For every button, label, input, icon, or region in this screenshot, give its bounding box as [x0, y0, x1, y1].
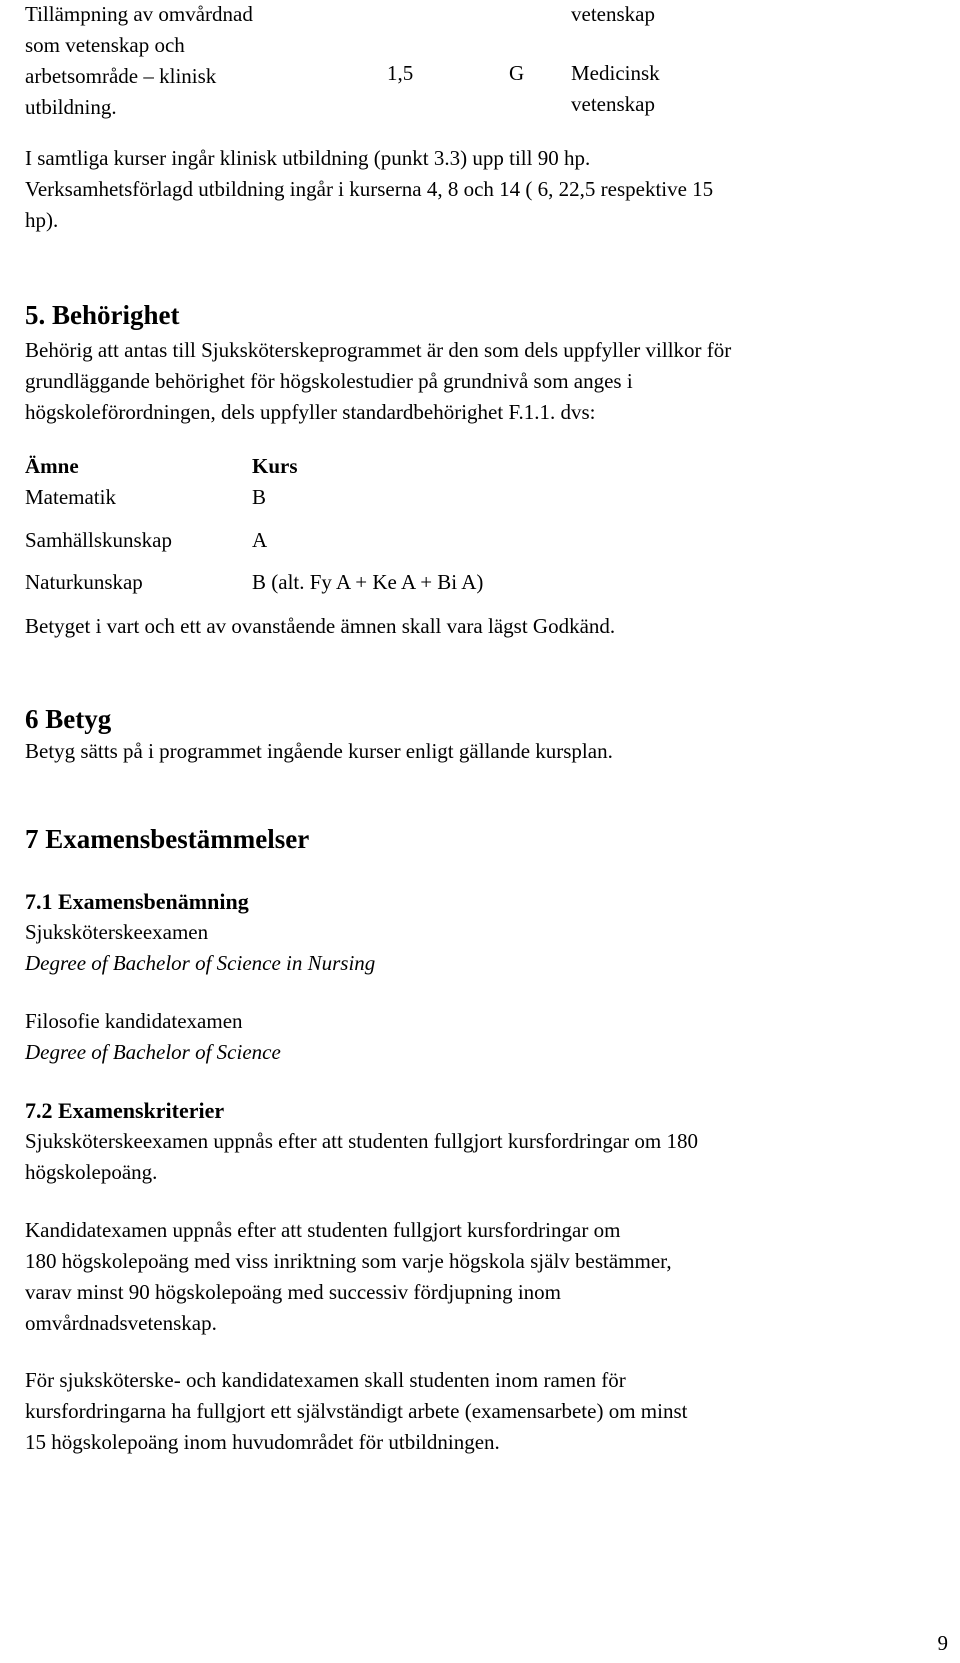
section-6 [25, 703, 935, 736]
criteria-paragraph-3 [25, 1365, 935, 1458]
section-5 [25, 299, 935, 332]
intro-paragraph [25, 143, 935, 236]
course-area-line: vetenskap [571, 92, 655, 116]
subject-table-header [25, 451, 625, 482]
intro-line: hp). [25, 208, 59, 232]
table-row [25, 482, 625, 513]
course-cell: A [252, 528, 268, 552]
criteria-line: varav minst 90 högskolepoäng med successiv fördjupning inom [25, 1280, 562, 1304]
course-name-line: som vetenskap och [25, 33, 185, 57]
subject-cell: Matematik [25, 485, 116, 509]
criteria-line: 15 högskolepoäng inom huvudområdet för utbildningen. [25, 1430, 500, 1454]
subsection-heading: 7.1 Examensbenämning [25, 889, 249, 914]
eligibility-paragraph [25, 335, 935, 428]
page-number: 9 [937, 1631, 948, 1655]
criteria-line: För sjuksköterske- och kandidatexamen skall studenten inom ramen för [25, 1368, 626, 1392]
eligibility-line: grundläggande behörighet för högskolestudier på grundnivå som anges i [25, 369, 633, 393]
subject-cell: Naturkunskap [25, 570, 143, 594]
course-name [25, 0, 345, 123]
course-name-line: arbetsområde – klinisk [25, 64, 217, 88]
course-header: Kurs [252, 454, 298, 478]
eligibility-line: högskoleförordningen, dels uppfyller standardbehörighet F.1.1. dvs: [25, 400, 596, 424]
course-table-row [25, 0, 925, 123]
course-name-line: utbildning. [25, 95, 117, 119]
intro-line: Verksamhetsförlagd utbildning ingår i kurserna 4, 8 och 14 ( 6, 22,5 respektive 15 [25, 177, 714, 201]
table-row [25, 567, 625, 598]
subject-header: Ämne [25, 454, 79, 478]
criteria-line: kursfordringarna ha fullgjort ett självständigt arbete (examensarbete) om minst [25, 1399, 688, 1423]
subsection-7-1 [25, 886, 935, 979]
course-area-line: Medicinsk [571, 61, 660, 85]
criteria-line: högskolepoäng. [25, 1160, 158, 1184]
degree-title: Sjuksköterskeexamen [25, 920, 209, 944]
table-row [25, 525, 625, 556]
grade-note: Betyget i vart och ett av ovanstående ämnen skall vara lägst Godkänd. [25, 614, 616, 638]
section-7 [25, 823, 935, 856]
grading-text: Betyg sätts på i programmet ingående kurser enligt gällande kursplan. [25, 739, 613, 763]
criteria-paragraph-2 [25, 1215, 935, 1339]
course-area-line: vetenskap [571, 2, 655, 26]
degree-2 [25, 1006, 935, 1068]
criteria-line: 180 högskolepoäng med viss inriktning som varje högskola själv bestämmer, [25, 1249, 672, 1273]
subsection-7-2 [25, 1095, 935, 1188]
criteria-line: Kandidatexamen uppnås efter att studenten fullgjort kursfordringar om [25, 1218, 621, 1242]
criteria-line: Sjuksköterskeexamen uppnås efter att studenten fullgjort kursfordringar om 180 [25, 1129, 699, 1153]
criteria-line: omvårdnadsvetenskap. [25, 1311, 217, 1335]
course-cell: B (alt. Fy A + Ke A + Bi A) [252, 570, 484, 594]
intro-line: I samtliga kurser ingår klinisk utbildning (punkt 3.3) upp till 90 hp. [25, 146, 591, 170]
section-heading: 5. Behörighet [25, 300, 180, 330]
degree-title-english: Degree of Bachelor of Science in Nursing [25, 951, 376, 975]
course-name-line: Tillämpning av omvårdnad [25, 2, 253, 26]
course-grading: G [509, 61, 525, 85]
subsection-heading: 7.2 Examenskriterier [25, 1098, 225, 1123]
degree-title-english: Degree of Bachelor of Science [25, 1040, 281, 1064]
section-heading: 6 Betyg [25, 704, 112, 734]
subject-cell: Samhällskunskap [25, 528, 172, 552]
section-heading: 7 Examensbestämmelser [25, 824, 310, 854]
course-cell: B [252, 485, 267, 509]
eligibility-line: Behörig att antas till Sjuksköterskeprogrammet är den som dels uppfyller villkor för [25, 338, 732, 362]
course-credits: 1,5 [387, 61, 414, 85]
degree-title: Filosofie kandidatexamen [25, 1009, 243, 1033]
